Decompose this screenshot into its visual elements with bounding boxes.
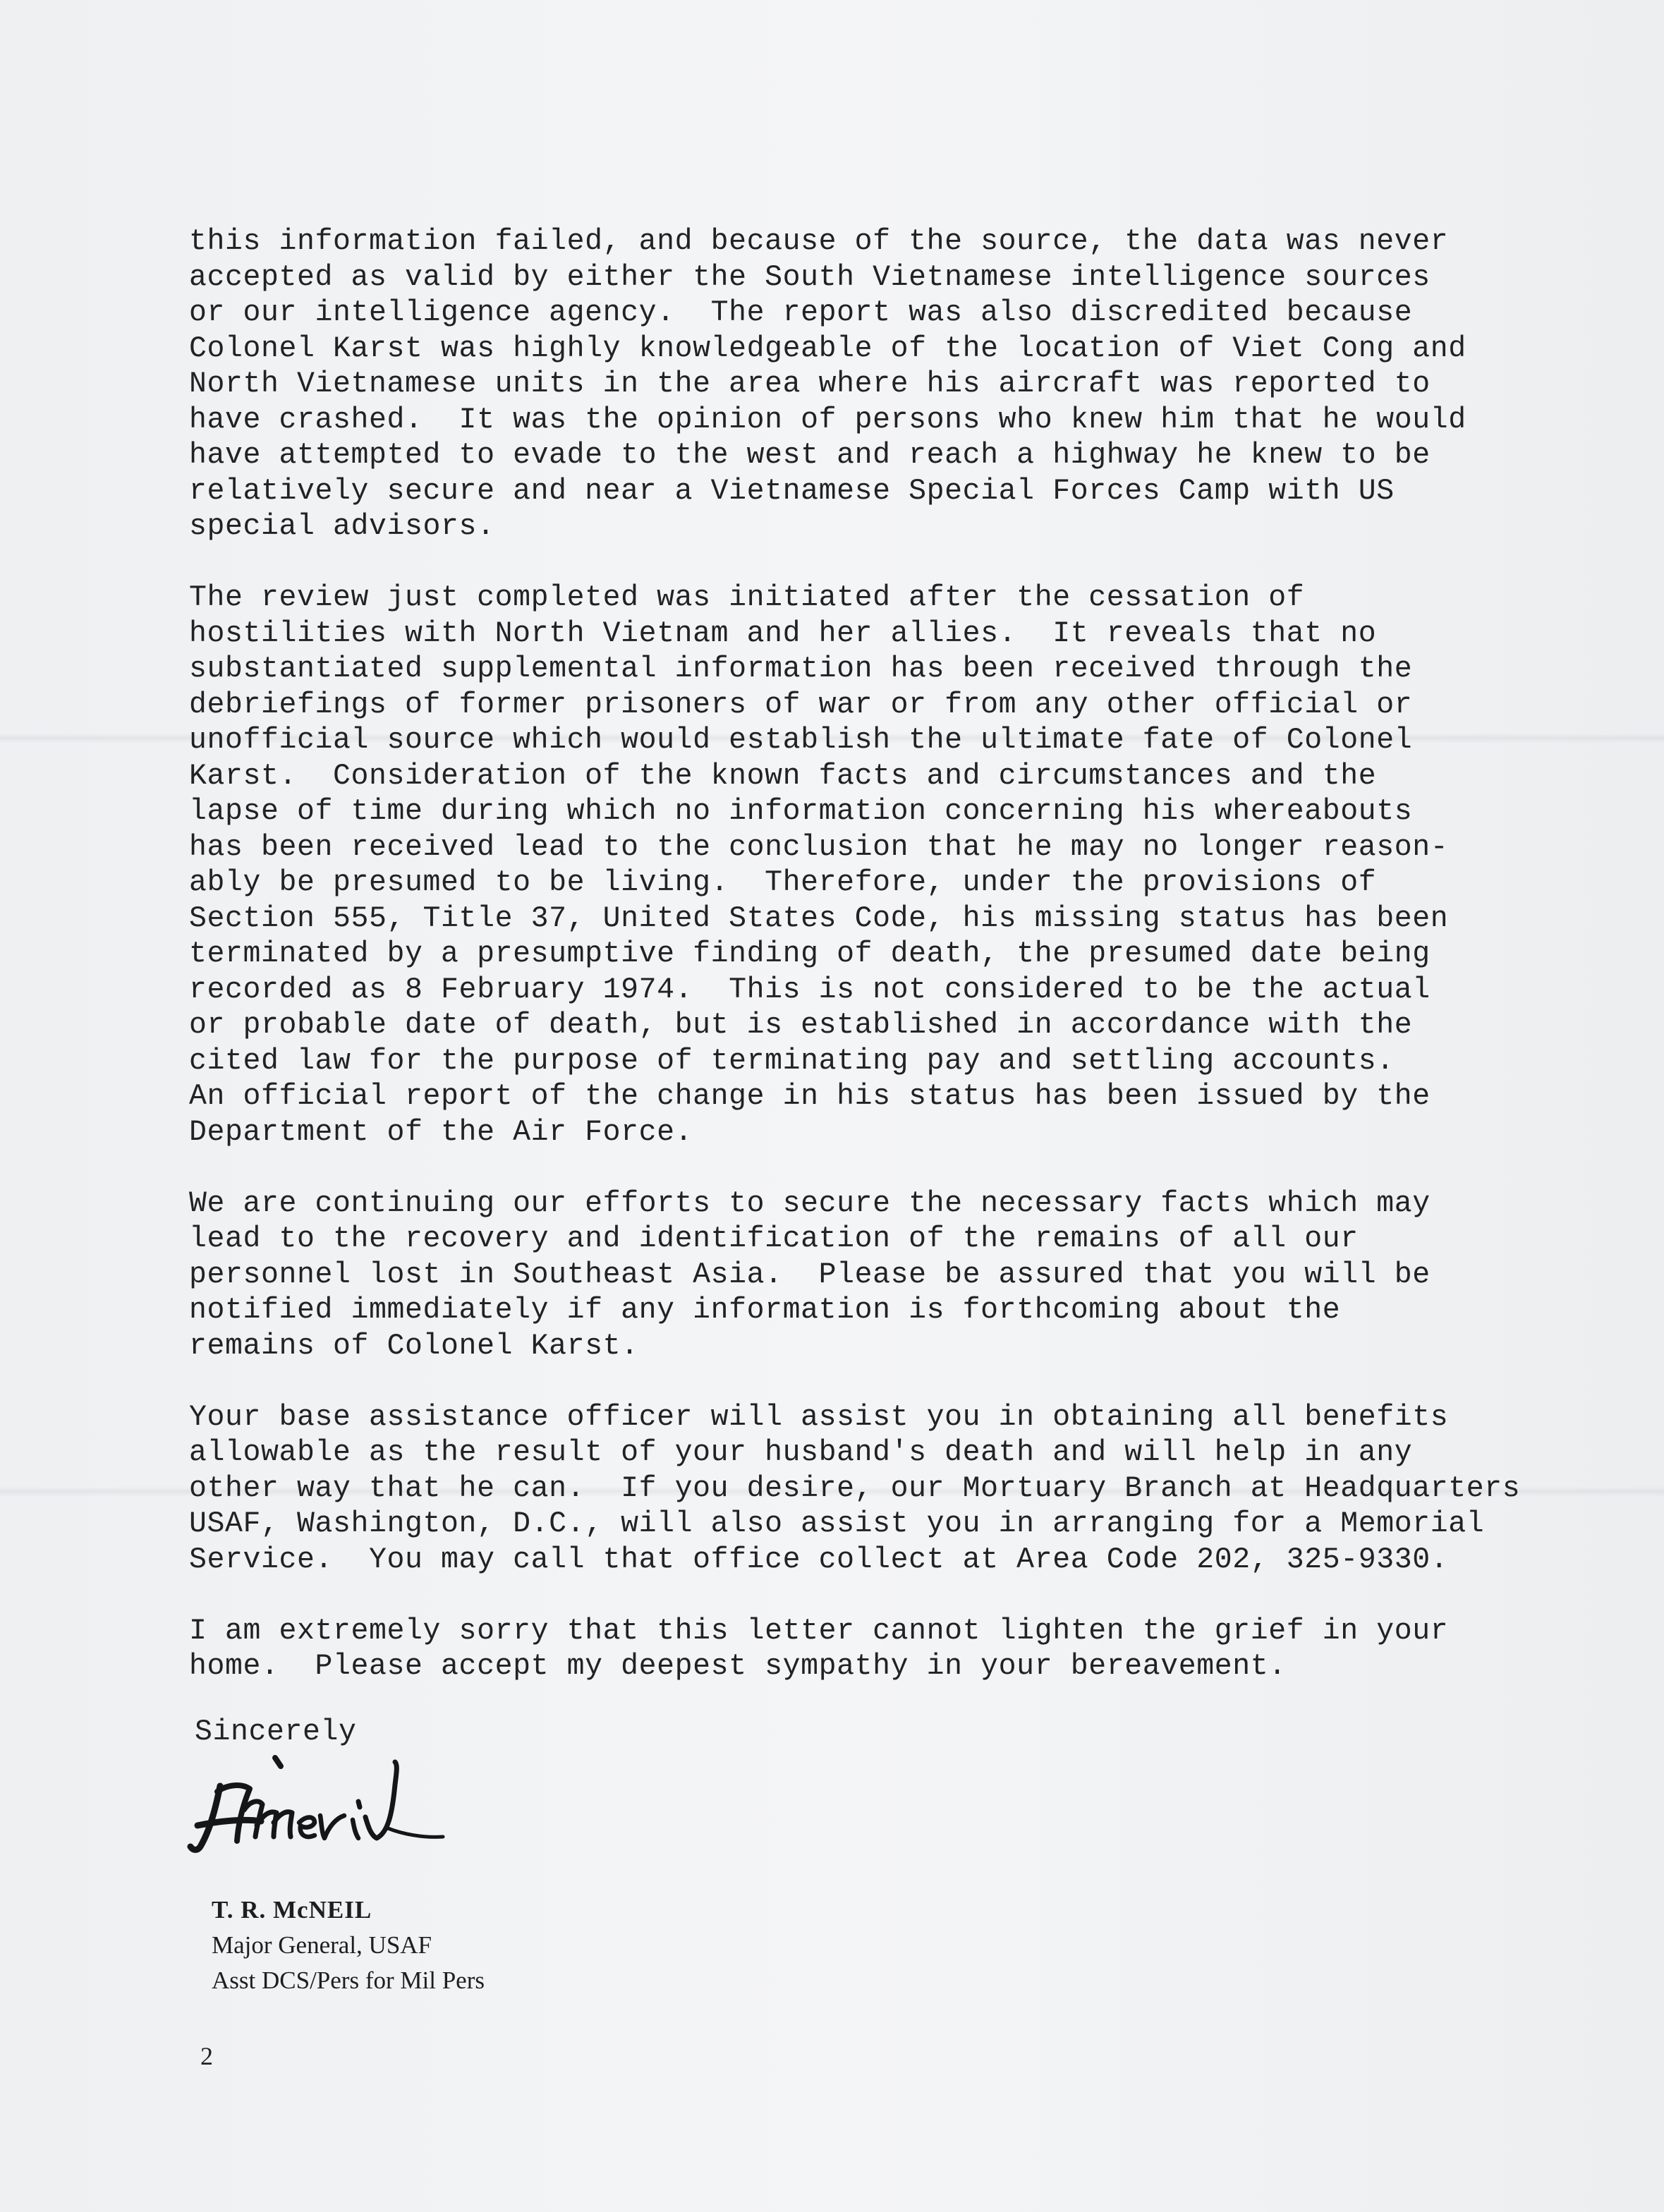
paragraph-review-findings: [189, 581, 1529, 1150]
text-line: have crashed. It was the opinion of persons who knew him that he would: [189, 403, 1466, 437]
text-line: allowable as the result of your husband's death and will help in any: [189, 1436, 1413, 1469]
text-line: ably be presumed to be living. Therefore, under the provisions of: [189, 866, 1377, 899]
signer-name: T. R. McNEIL: [212, 1896, 372, 1924]
text-line: accepted as valid by either the South Vietnamese intelligence sources: [189, 260, 1431, 294]
text-line: USAF, Washington, D.C., will also assist you in arranging for a Memorial: [189, 1507, 1485, 1540]
text-line: personnel lost in Southeast Asia. Please be assured that you will be: [189, 1258, 1431, 1292]
text-line: cited law for the purpose of terminating pay and settling accounts.: [189, 1044, 1395, 1078]
text-line: Service. You may call that office collect at Area Code 202, 325-9330.: [189, 1543, 1449, 1576]
paragraph-sympathy: [189, 1614, 1529, 1685]
text-line: lapse of time during which no information concerning his whereabouts: [189, 795, 1413, 828]
text-line: other way that he can. If you desire, our Mortuary Branch at Headquarters: [189, 1471, 1521, 1505]
text-line: Department of the Air Force.: [189, 1115, 693, 1149]
text-line: have attempted to evade to the west and reach a highway he knew to be: [189, 439, 1431, 472]
text-line: debriefings of former prisoners of war or from any other official or: [189, 688, 1413, 722]
text-line: North Vietnamese units in the area where his aircraft was reported to: [189, 367, 1431, 401]
signer-rank: Major General, USAF: [212, 1931, 432, 1959]
text-line: recorded as 8 February 1974. This is not considered to be the actual: [189, 973, 1431, 1007]
text-line: special advisors.: [189, 510, 495, 543]
letter-body: [189, 224, 1529, 1720]
text-line: substantiated supplemental information has been received through the: [189, 652, 1413, 686]
text-line: I am extremely sorry that this letter cannot lighten the grief in your: [189, 1614, 1449, 1648]
text-line: Colonel Karst was highly knowledgeable of the location of Viet Cong and: [189, 332, 1466, 365]
text-line: relatively secure and near a Vietnamese Special Forces Camp with US: [189, 474, 1395, 508]
text-line: We are continuing our efforts to secure the necessary facts which may: [189, 1186, 1431, 1220]
text-line: has been received lead to the conclusion that he may no longer reason-: [189, 830, 1449, 864]
text-line: home. Please accept my deepest sympathy in your bereavement.: [189, 1650, 1287, 1683]
paragraph-assistance: [189, 1400, 1529, 1579]
signer-office: Asst DCS/Pers for Mil Pers: [212, 1967, 485, 1994]
text-line: An official report of the change in his status has been issued by the: [189, 1080, 1431, 1113]
text-line: hostilities with North Vietnam and her allies. It reveals that no: [189, 616, 1377, 650]
page-number: 2: [200, 2042, 213, 2070]
text-line: Section 555, Title 37, United States Code, his missing status has been: [189, 901, 1449, 935]
text-line: remains of Colonel Karst.: [189, 1329, 639, 1363]
paragraph-intelligence-report: [189, 224, 1529, 545]
closing-salutation: Sincerely: [195, 1715, 357, 1749]
text-line: or probable date of death, but is established in accordance with the: [189, 1009, 1413, 1042]
signature-block: [212, 1892, 485, 1998]
text-line: unofficial source which would establish the ultimate fate of Colonel: [189, 724, 1413, 757]
text-line: notified immediately if any information is forthcoming about the: [189, 1294, 1341, 1327]
paragraph-recovery-efforts: [189, 1186, 1529, 1365]
handwritten-signature: [176, 1742, 487, 1883]
text-line: The review just completed was initiated after the cessation of: [189, 581, 1305, 614]
text-line: this information failed, and because of the source, the data was never: [189, 225, 1449, 258]
text-line: terminated by a presumptive finding of death, the presumed date being: [189, 937, 1431, 971]
text-line: Karst. Consideration of the known facts and circumstances and the: [189, 759, 1377, 793]
text-line: lead to the recovery and identification of the remains of all our: [189, 1222, 1359, 1256]
text-line: Your base assistance officer will assist you in obtaining all benefits: [189, 1400, 1449, 1434]
text-line: or our intelligence agency. The report was also discredited because: [189, 296, 1413, 329]
